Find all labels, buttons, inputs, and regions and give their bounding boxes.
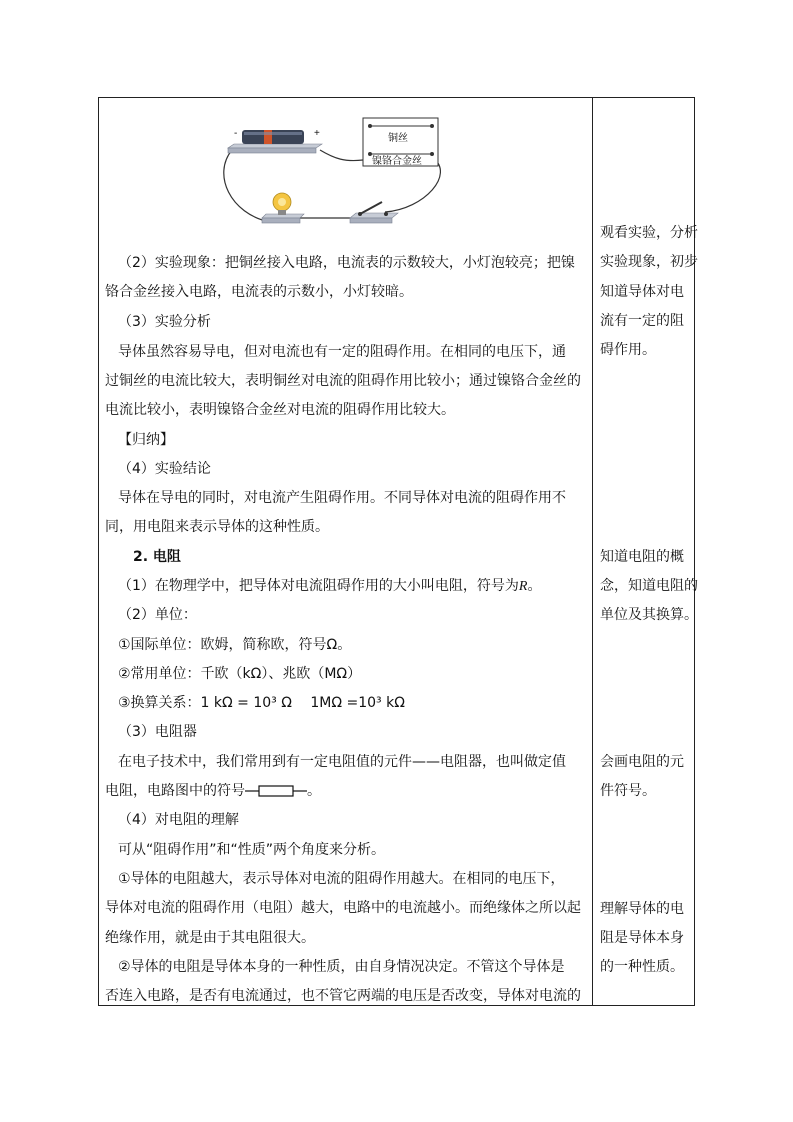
paragraph-point2-line1: ②导体的电阻是导体本身的一种性质，由自身情况决定。不管这个导体是 [118, 959, 565, 975]
paragraph-point2-line2: 否连入电路，是否有电流通过，也不管它两端的电压是否改变，导体对电流的 [105, 988, 581, 1004]
side-note-3-line1: 会画电阻的元 [600, 754, 684, 770]
paragraph-resistor-line1: 在电子技术中，我们常用到有一定电阻值的元件——电阻器，也叫做定值 [118, 754, 566, 770]
paragraph-point1-line2: 导体对电流的阻碍作用（电阻）越大，电路中的电流越小。而绝缘体之所以起 [105, 900, 581, 916]
side-note-1-line4: 流有一定的阻 [600, 313, 684, 329]
paragraph-point1-line3: 绝缘作用，就是由于其电阻很大。 [105, 930, 315, 946]
circuit-diagram [220, 114, 450, 234]
paragraph-angles: 可从“阻碍作用”和“性质”两个角度来分析。 [118, 842, 386, 858]
heading-summary: 【归纳】 [118, 432, 174, 448]
paragraph-point1-line1: ①导体的电阻越大，表示导体对电流的阻碍作用越大。在相同的电压下， [118, 871, 565, 887]
unit-si: ①国际单位：欧姆，简称欧，符号Ω。 [118, 637, 352, 653]
unit-common: ②常用单位：千欧（kΩ）、兆欧（MΩ） [118, 666, 362, 682]
switch-base [350, 213, 398, 218]
heading-resistor: （3）电阻器 [118, 724, 197, 740]
heading-analysis: （3）实验分析 [118, 314, 211, 330]
side-note-3-line2: 件符号。 [600, 783, 656, 799]
paragraph-conclusion-line1: 导体在导电的同时，对电流产生阻碍作用。不同导体对电流的阻碍作用不 [118, 490, 566, 506]
paragraph-resistor-line2 [105, 784, 321, 798]
wire-left [224, 150, 270, 222]
copper-wire-label: 铜丝 [388, 133, 408, 144]
column-divider [592, 97, 593, 1006]
section-heading-resistance: 2. 电阻 [133, 549, 181, 565]
paragraph-conclusion-line2: 同，用电阻来表示导体的这种性质。 [105, 519, 329, 535]
side-note-4-line3: 的一种性质。 [600, 959, 684, 975]
resistance-symbol: R [518, 579, 528, 594]
paragraph-analysis-line2: 过铜丝的电流比较大，表明铜丝对电流的阻碍作用比较小；通过镍铬合金丝的 [105, 373, 581, 389]
paragraph-definition [118, 579, 541, 594]
side-note-1-line3: 知道导体对电 [600, 284, 684, 300]
side-note-2-line3: 单位及其换算。 [600, 607, 698, 623]
resistor-text: 电阻，电路图中的符号 [105, 783, 245, 799]
side-note-2-line2: 念，知道电阻的 [600, 578, 698, 594]
battery-minus-label: - [234, 128, 238, 139]
definition-text: （1）在物理学中，把导体对电流阻碍作用的大小叫电阻，符号为 [118, 578, 519, 594]
wire-top [320, 150, 363, 161]
side-note-4-line1: 理解导体的电 [600, 901, 684, 917]
resistor-text-end: 。 [307, 783, 321, 799]
side-note-4-line2: 阻是导体本身 [600, 930, 684, 946]
paragraph-phenomenon-line2: 铬合金丝接入电路，电流表的示数小，小灯较暗。 [105, 284, 413, 300]
side-note-1-line1: 观看实验，分析 [600, 225, 698, 241]
paragraph-analysis-line3: 电流比较小，表明镍铬合金丝对电流的阻碍作用比较大。 [105, 402, 455, 418]
side-note-2-line1: 知道电阻的概 [600, 549, 684, 565]
switch-icon [360, 202, 382, 214]
heading-understanding: （4）对电阻的理解 [118, 812, 239, 828]
side-note-1-line5: 碍作用。 [600, 342, 656, 358]
resistor-symbol-icon [245, 785, 307, 797]
battery-plus-label: + [314, 128, 320, 139]
heading-units: （2）单位： [118, 607, 197, 623]
unit-conversion: ③换算关系：1 kΩ = 10³ Ω 1MΩ =10³ kΩ [118, 695, 405, 711]
battery-base [228, 144, 322, 148]
paragraph-phenomenon-line1: （2）实验现象：把铜丝接入电路，电流表的示数较大，小灯泡较亮；把镍 [118, 255, 575, 271]
paragraph-analysis-line1: 导体虽然容易导电，但对电流也有一定的阻碍作用。在相同的电压下，通 [118, 344, 566, 360]
side-note-1-line2: 实验现象，初步 [600, 254, 698, 270]
definition-end: 。 [527, 578, 542, 594]
nichrome-wire-label: 镍铬合金丝 [372, 156, 422, 167]
heading-conclusion: （4）实验结论 [118, 461, 211, 477]
